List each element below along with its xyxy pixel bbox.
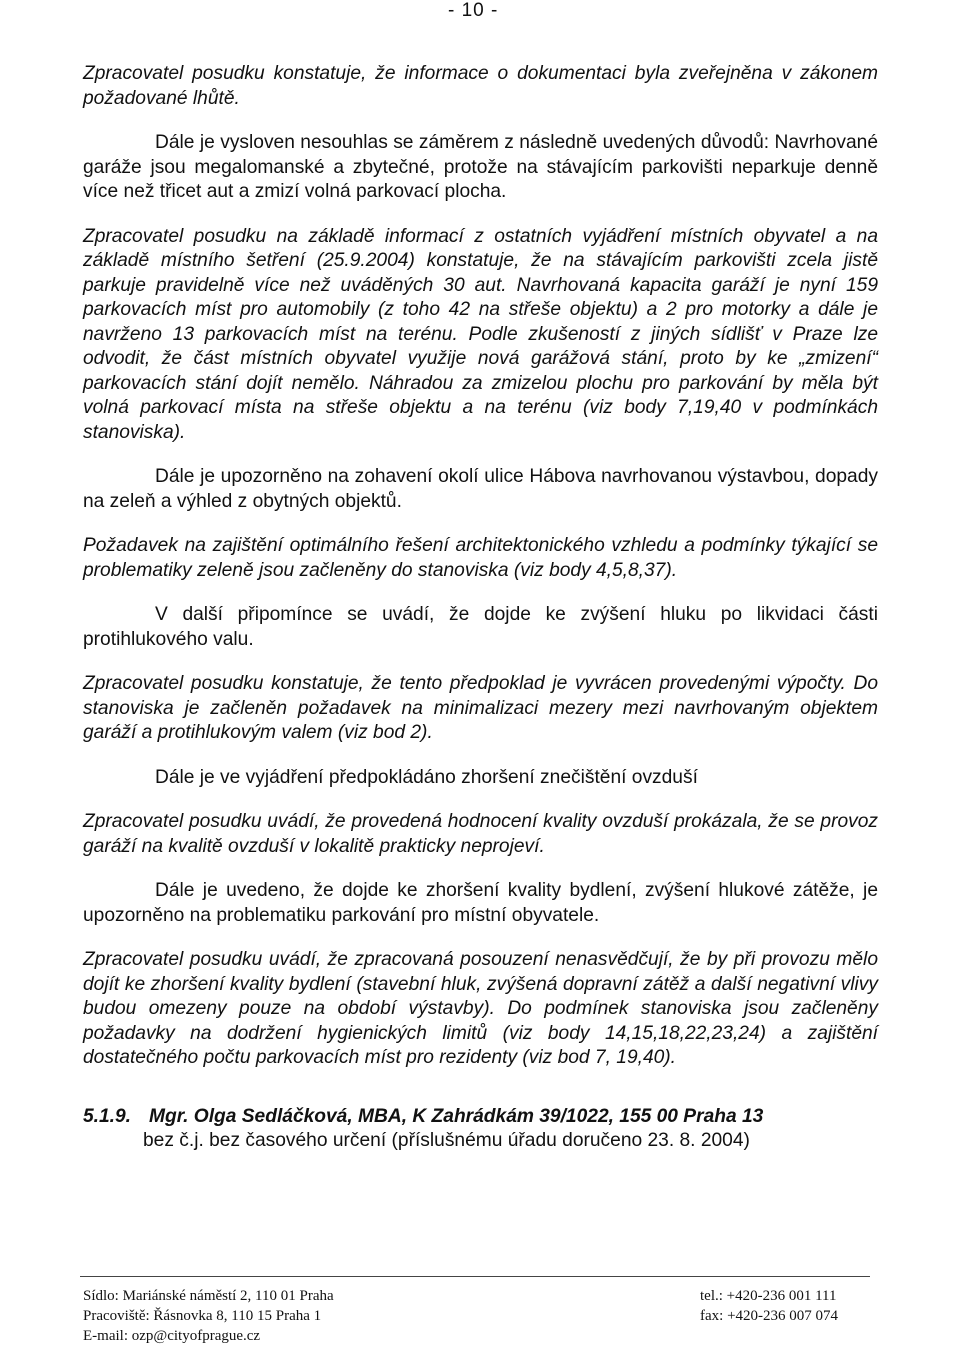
footer-tel: tel.: +420-236 001 111 [700, 1288, 837, 1304]
section-title: Mgr. Olga Sedláčková, MBA, K Zahrádkám 39/1022, 155 00 Praha 13 [149, 1105, 764, 1127]
paragraph-objection: Dále je vysloven nesouhlas se záměrem z následně uvedených důvodů: Navrhované garáže jsou megalomanské a zbytečné, protože na stávajícím parkovišti neparkuje denně více než třicet aut a zmizí volná parkovací plocha. [83, 132, 878, 202]
paragraph-objection: Dále je upozorněno na zohavení okolí ulice Hábova navrhovanou výstavbou, dopady na zeleň a výhled z obytných objektů. [83, 466, 878, 512]
footer-pracoviste: Pracoviště: Řásnovka 8, 110 15 Praha 1 [83, 1308, 322, 1324]
paragraph-comment-response: Zpracovatel posudku uvádí, že provedená hodnocení kvality ovzduší prokázala, že se provoz garáží na kvalitě ovzduší v lokalitě prakticky neprojeví. [83, 811, 878, 857]
paragraph-comment-response: Požadavek na zajištění optimálního řešení architektonického vzhledu a podmínky týkající se problematiky zeleně jsou začleněny do stanoviska (viz body 4,5,8,37). [83, 535, 878, 581]
document-body [83, 62, 878, 1154]
section-number: 5.1.9. [83, 1105, 132, 1127]
section-subtitle: bez č.j. bez časového určení (příslušnému úřadu doručeno 23. 8. 2004) [143, 1130, 750, 1151]
paragraph-objection: Dále je uvedeno, že dojde ke zhoršení kvality bydlení, zvýšení hlukové zátěže, je upozorněno na problematiku parkování pro místní obyvatele. [83, 880, 878, 926]
paragraph-comment-response: Zpracovatel posudku uvádí, že zpracovaná posouzení nenasvědčují, že by při provozu mělo dojít ke zhoršení kvality bydlení (stavební hluk, zvýšená dopravní zátěž a další negativní vlivy budou omezeny pouze na období výstavby). Do podmínek stanoviska jsou začleněny požadavky na dodržení hygienických limitů (viz body 14,15,18,22,23,24) a zajištění dostatečného počtu parkovacích míst pro rezidenty (viz bod 7, 19,40). [83, 949, 878, 1068]
section-heading [83, 1105, 878, 1130]
paragraph-comment-response: Zpracovatel posudku konstatuje, že informace o dokumentaci byla zveřejněna v zákonem požadované lhůtě. [83, 63, 878, 109]
footer-email: E-mail: ozp@cityofprague.cz [83, 1328, 261, 1344]
footer-fax: fax: +420-236 007 074 [700, 1308, 839, 1324]
footer-divider [80, 1276, 870, 1277]
footer-contact-block [700, 1286, 838, 1326]
page-number: - 10 - [448, 0, 499, 21]
paragraph-objection: Dále je ve vyjádření předpokládáno zhoršení znečištění ovzduší [155, 766, 698, 788]
footer-address-block [83, 1286, 334, 1346]
paragraph-comment-response: Zpracovatel posudku konstatuje, že tento předpoklad je vyvrácen provedenými výpočty. Do stanoviska je začleněn požadavek na minimalizaci mezery mezi navrhovaným objektem garáží a protihlukovým valem (viz bod 2). [83, 673, 878, 743]
paragraph-comment-response: Zpracovatel posudku na základě informací z ostatních vyjádření místních obyvatel a na základě místního šetření (25.9.2004) konstatuje, že na stávajícím parkovišti zcela jistě parkuje pravidelně více než uváděných 30 aut. Navrhovaná kapacita garáží je nyní 159 parkovacích míst pro automobily (z toho 42 na střeše objektu) a 2 pro motorky a dále je navrženo 13 parkovacích míst na terénu. Podle zkušeností z jiných sídlišť v Praze lze odvodit, že část místních obyvatel využije nová garážová stání, proto by ke „zmizení“ parkovacích stání dojít nemělo. Náhradou za zmizelou plochu pro parkování by měla být volná parkovací místa na střeše objektu a na terénu (viz body 7,19,40 v podmínkách stanoviska). [83, 225, 878, 443]
footer-sidlo: Sídlo: Mariánské náměstí 2, 110 01 Praha [83, 1288, 334, 1304]
paragraph-objection: V další připomínce se uvádí, že dojde ke zvýšení hluku po likvidaci části protihlukového valu. [83, 604, 878, 650]
